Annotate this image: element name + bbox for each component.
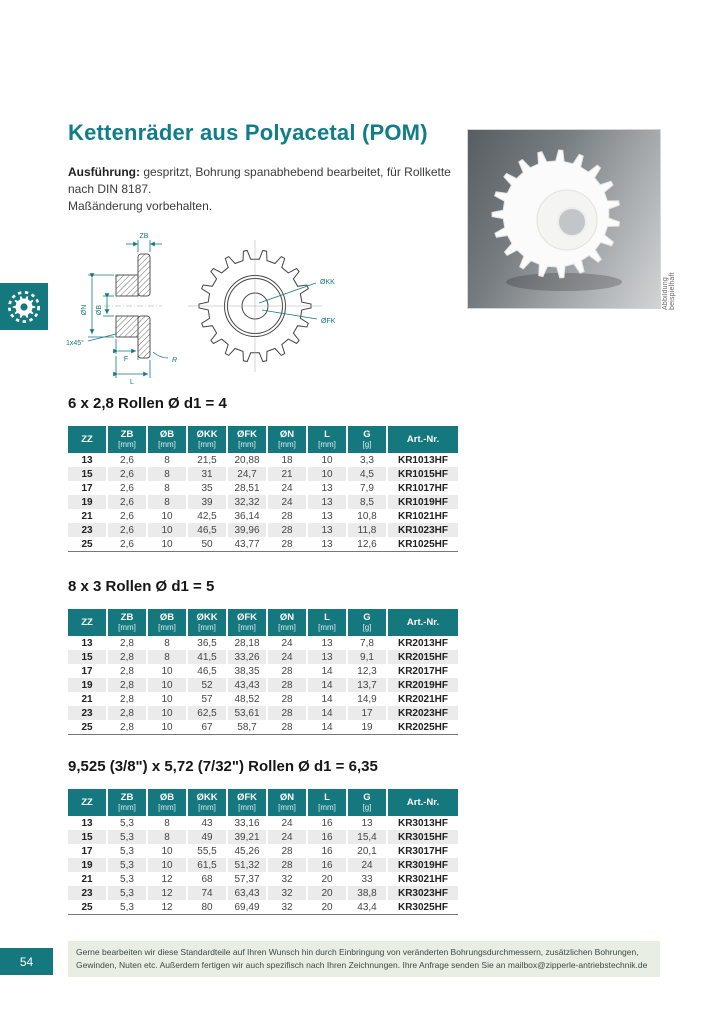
section-heading-2: 8 x 3 Rollen Ø d1 = 5 bbox=[68, 578, 215, 595]
column-header: ZB [mm] bbox=[108, 789, 146, 816]
table-cell: 24,7 bbox=[228, 467, 266, 481]
table-cell: 21 bbox=[268, 467, 306, 481]
table-row bbox=[68, 495, 458, 509]
dim-label-ob: ØB bbox=[96, 304, 103, 316]
table-cell: 46,5 bbox=[188, 664, 226, 678]
table-cell: 11,8 bbox=[348, 523, 386, 537]
table-cell: 10 bbox=[148, 678, 186, 692]
column-header: L [mm] bbox=[308, 426, 346, 453]
table-cell: 28 bbox=[268, 692, 306, 706]
table-cell: 3,3 bbox=[348, 453, 386, 467]
column-header: ØFK [mm] bbox=[228, 426, 266, 453]
table-cell: 39,21 bbox=[228, 830, 266, 844]
table-cell: 80 bbox=[188, 900, 226, 914]
table-row bbox=[68, 844, 458, 858]
table-cell: 62,5 bbox=[188, 706, 226, 720]
column-header: ZB [mm] bbox=[108, 426, 146, 453]
column-header: ZB [mm] bbox=[108, 609, 146, 636]
table-cell: 35 bbox=[188, 481, 226, 495]
column-header: Art.-Nr. bbox=[388, 426, 458, 453]
sprocket-photo-render bbox=[468, 130, 660, 308]
table-cell: 12 bbox=[148, 886, 186, 900]
table-cell: 2,6 bbox=[108, 481, 146, 495]
table-row bbox=[68, 636, 458, 650]
table-cell: 8 bbox=[148, 650, 186, 664]
table-cell: 32,32 bbox=[228, 495, 266, 509]
table-cell: 28 bbox=[268, 664, 306, 678]
technical-drawing bbox=[60, 220, 410, 392]
side-tab bbox=[0, 283, 48, 330]
table-cell: 21 bbox=[68, 872, 106, 886]
table-cell: 58,7 bbox=[228, 720, 266, 734]
column-header: ØN [mm] bbox=[268, 789, 306, 816]
dim-label-okk: ØKK bbox=[320, 279, 335, 286]
column-header: ØKK [mm] bbox=[188, 426, 226, 453]
table-cell: 14 bbox=[308, 678, 346, 692]
table-cell: 28 bbox=[268, 720, 306, 734]
table-cell: 2,6 bbox=[108, 523, 146, 537]
table-cell: 2,8 bbox=[108, 650, 146, 664]
table-row bbox=[68, 872, 458, 886]
table-cell: KR1015HF bbox=[388, 467, 458, 481]
table-cell: 2,8 bbox=[108, 678, 146, 692]
table-cell: 14 bbox=[308, 692, 346, 706]
table-cell: 8 bbox=[148, 636, 186, 650]
table-cell: 24 bbox=[268, 636, 306, 650]
table-cell: 43,43 bbox=[228, 678, 266, 692]
table-cell: 16 bbox=[308, 816, 346, 830]
table-cell: 13,7 bbox=[348, 678, 386, 692]
table-cell: 5,3 bbox=[108, 858, 146, 872]
table-cell: 61,5 bbox=[188, 858, 226, 872]
column-header: ØB [mm] bbox=[148, 609, 186, 636]
table-cell: KR1017HF bbox=[388, 481, 458, 495]
table-cell: 2,6 bbox=[108, 537, 146, 551]
table-cell: 33 bbox=[348, 872, 386, 886]
table-cell: 2,8 bbox=[108, 636, 146, 650]
table-cell: 2,8 bbox=[108, 664, 146, 678]
column-header: ZZ bbox=[68, 426, 106, 453]
table-cell: 51,32 bbox=[228, 858, 266, 872]
table-cell: 16 bbox=[308, 830, 346, 844]
table-cell: 8 bbox=[148, 453, 186, 467]
dim-label-l: L bbox=[130, 379, 134, 386]
table-cell: 43,4 bbox=[348, 900, 386, 914]
column-header: Art.-Nr. bbox=[388, 609, 458, 636]
table-cell: 13 bbox=[308, 481, 346, 495]
table-cell: 8 bbox=[148, 481, 186, 495]
table-cell: 28 bbox=[268, 523, 306, 537]
table-cell: 10 bbox=[148, 664, 186, 678]
table-row bbox=[68, 453, 458, 467]
table-cell: 21 bbox=[68, 692, 106, 706]
table-row bbox=[68, 692, 458, 706]
intro-note: Maßänderung vorbehalten. bbox=[68, 199, 213, 213]
table-cell: KR2021HF bbox=[388, 692, 458, 706]
column-header: G [g] bbox=[348, 426, 386, 453]
table-cell: 14 bbox=[308, 720, 346, 734]
table-cell: 7,9 bbox=[348, 481, 386, 495]
table-cell: 5,3 bbox=[108, 844, 146, 858]
table-cell: 20,88 bbox=[228, 453, 266, 467]
table-cell: 8 bbox=[148, 816, 186, 830]
table-cell: 13 bbox=[68, 816, 106, 830]
table-cell: 13 bbox=[308, 650, 346, 664]
table-cell: 12 bbox=[148, 900, 186, 914]
table-cell: 12 bbox=[148, 872, 186, 886]
parts-table-2 bbox=[68, 609, 458, 735]
table-row bbox=[68, 509, 458, 523]
table-cell: 13 bbox=[308, 495, 346, 509]
table-cell: 13 bbox=[308, 509, 346, 523]
table-cell: 55,5 bbox=[188, 844, 226, 858]
table-cell: 41,5 bbox=[188, 650, 226, 664]
table-cell: 42,5 bbox=[188, 509, 226, 523]
table-cell: KR1013HF bbox=[388, 453, 458, 467]
column-header: ZZ bbox=[68, 609, 106, 636]
table-cell: 9,1 bbox=[348, 650, 386, 664]
dim-label-ofk: ØFK bbox=[321, 318, 336, 325]
table-cell: 12,6 bbox=[348, 537, 386, 551]
product-photo bbox=[468, 130, 660, 308]
table-cell: 13 bbox=[68, 636, 106, 650]
table-cell: 5,3 bbox=[108, 816, 146, 830]
column-header: ØN [mm] bbox=[268, 609, 306, 636]
table-cell: 39,96 bbox=[228, 523, 266, 537]
table-cell: 48,52 bbox=[228, 692, 266, 706]
table-cell: 2,6 bbox=[108, 509, 146, 523]
table-cell: 17 bbox=[68, 844, 106, 858]
column-header: ØKK [mm] bbox=[188, 609, 226, 636]
table-cell: 23 bbox=[68, 706, 106, 720]
table-cell: 57,37 bbox=[228, 872, 266, 886]
table-cell: KR1025HF bbox=[388, 537, 458, 551]
column-header: L [mm] bbox=[308, 609, 346, 636]
table-cell: 31 bbox=[188, 467, 226, 481]
table-cell: KR2023HF bbox=[388, 706, 458, 720]
table-cell: 32 bbox=[268, 872, 306, 886]
photo-caption: Abbildung beispielhaft bbox=[662, 272, 676, 310]
column-header: ØFK [mm] bbox=[228, 609, 266, 636]
table-cell: 10 bbox=[148, 509, 186, 523]
table-cell: 28 bbox=[268, 858, 306, 872]
table-cell: 13 bbox=[308, 523, 346, 537]
table-cell: 8 bbox=[148, 467, 186, 481]
table-cell: 25 bbox=[68, 900, 106, 914]
table-cell: 18 bbox=[268, 453, 306, 467]
table-cell: 2,8 bbox=[108, 720, 146, 734]
column-header: ØN [mm] bbox=[268, 426, 306, 453]
column-header: ØFK [mm] bbox=[228, 789, 266, 816]
intro-text bbox=[68, 164, 452, 215]
intro-body: gespritzt, Bohrung spanabhebend bearbeitet, für Rollkette nach DIN 8187. bbox=[68, 165, 451, 196]
table-cell: 24 bbox=[268, 481, 306, 495]
table-cell: 28,18 bbox=[228, 636, 266, 650]
sprocket-chain-icon bbox=[6, 289, 42, 325]
table-cell: 8,5 bbox=[348, 495, 386, 509]
table-cell: 10 bbox=[148, 523, 186, 537]
page-number-badge: 54 bbox=[0, 948, 53, 975]
table-cell: 57 bbox=[188, 692, 226, 706]
table-cell: KR1019HF bbox=[388, 495, 458, 509]
sprocket-cross-section bbox=[116, 254, 150, 358]
table-cell: 43,77 bbox=[228, 537, 266, 551]
table-cell: KR3023HF bbox=[388, 886, 458, 900]
column-header: ØB [mm] bbox=[148, 426, 186, 453]
table-cell: 19 bbox=[68, 495, 106, 509]
table-row bbox=[68, 706, 458, 720]
table-cell: 24 bbox=[268, 650, 306, 664]
table-cell: 24 bbox=[268, 495, 306, 509]
parts-table-1 bbox=[68, 426, 458, 552]
table-row bbox=[68, 886, 458, 900]
table-cell: 69,49 bbox=[228, 900, 266, 914]
table-cell: 49 bbox=[188, 830, 226, 844]
table-row bbox=[68, 664, 458, 678]
table-cell: 2,6 bbox=[108, 453, 146, 467]
table-cell: 10 bbox=[148, 537, 186, 551]
table-row bbox=[68, 537, 458, 551]
table-cell: 28 bbox=[268, 537, 306, 551]
table-cell: 13 bbox=[308, 636, 346, 650]
table-cell: 19 bbox=[68, 678, 106, 692]
table-cell: KR3017HF bbox=[388, 844, 458, 858]
table-cell: KR1021HF bbox=[388, 509, 458, 523]
table-header-row bbox=[68, 789, 458, 816]
table-cell: 23 bbox=[68, 523, 106, 537]
table-row bbox=[68, 858, 458, 872]
table-cell: 10 bbox=[148, 844, 186, 858]
table-cell: 21 bbox=[68, 509, 106, 523]
table-header-row bbox=[68, 609, 458, 636]
table-cell: 39 bbox=[188, 495, 226, 509]
table-cell: 13 bbox=[348, 816, 386, 830]
table-cell: 15 bbox=[68, 467, 106, 481]
dim-label-chamfer: 1x45° bbox=[66, 340, 84, 347]
table-cell: 24 bbox=[268, 830, 306, 844]
table-cell: KR3021HF bbox=[388, 872, 458, 886]
column-header: ØB [mm] bbox=[148, 789, 186, 816]
dim-label-zb: ZB bbox=[139, 233, 149, 240]
footer-email: mailbox@zipperle-antriebstechnik.de bbox=[507, 960, 648, 971]
table-row bbox=[68, 467, 458, 481]
table-cell: 14 bbox=[308, 664, 346, 678]
table-cell: 33,26 bbox=[228, 650, 266, 664]
table-cell: 20,1 bbox=[348, 844, 386, 858]
table-cell: 10 bbox=[148, 858, 186, 872]
table-cell: KR3013HF bbox=[388, 816, 458, 830]
table-cell: 28 bbox=[268, 706, 306, 720]
table-cell: 28 bbox=[268, 678, 306, 692]
table-cell: 17 bbox=[68, 481, 106, 495]
table-cell: 2,8 bbox=[108, 706, 146, 720]
table-cell: 5,3 bbox=[108, 886, 146, 900]
table-cell: KR2025HF bbox=[388, 720, 458, 734]
table-cell: 38,8 bbox=[348, 886, 386, 900]
table-cell: 20 bbox=[308, 886, 346, 900]
table-cell: 24 bbox=[268, 816, 306, 830]
column-header: ZZ bbox=[68, 789, 106, 816]
table-row bbox=[68, 481, 458, 495]
table-cell: 46,5 bbox=[188, 523, 226, 537]
table-cell: 36,14 bbox=[228, 509, 266, 523]
table-cell: 15 bbox=[68, 650, 106, 664]
table-cell: 5,3 bbox=[108, 830, 146, 844]
table-cell: 14 bbox=[308, 706, 346, 720]
table-row bbox=[68, 678, 458, 692]
table-cell: 32 bbox=[268, 886, 306, 900]
table-cell: 28,51 bbox=[228, 481, 266, 495]
table-cell: 13 bbox=[68, 453, 106, 467]
column-header: G [g] bbox=[348, 789, 386, 816]
table-cell: 32 bbox=[268, 900, 306, 914]
footer-note bbox=[68, 941, 660, 977]
column-header: Art.-Nr. bbox=[388, 789, 458, 816]
table-cell: 7,8 bbox=[348, 636, 386, 650]
table-cell: 10 bbox=[148, 720, 186, 734]
section-heading-1: 6 x 2,8 Rollen Ø d1 = 4 bbox=[68, 395, 227, 412]
table-cell: 52 bbox=[188, 678, 226, 692]
page-title: Kettenräder aus Polyacetal (POM) bbox=[68, 120, 428, 145]
table-cell: 74 bbox=[188, 886, 226, 900]
table-cell: 5,3 bbox=[108, 900, 146, 914]
table-cell: 36,5 bbox=[188, 636, 226, 650]
table-cell: 21,5 bbox=[188, 453, 226, 467]
dim-label-f: F bbox=[123, 356, 129, 363]
section-heading-3: 9,525 (3/8") x 5,72 (7/32") Rollen Ø d1 = 6,35 bbox=[68, 758, 378, 775]
table-cell: 16 bbox=[308, 858, 346, 872]
table-cell: 10 bbox=[148, 692, 186, 706]
table-cell: 8 bbox=[148, 495, 186, 509]
table-header-row bbox=[68, 426, 458, 453]
table-cell: 10,8 bbox=[348, 509, 386, 523]
table-cell: 12,3 bbox=[348, 664, 386, 678]
footer-text: Gerne bearbeiten wir diese Standardteile auf Ihren Wunsch hin durch Einbringung von veränderten Bohrungsdurchmessern, zusätzlichen Bohrungen, Gewinden, Nuten etc. Außerdem fertigen wir auch spezifisch nach Ihren Zeichnungen. Ihre Anfrage senden Sie an bbox=[76, 947, 639, 971]
table-cell: 4,5 bbox=[348, 467, 386, 481]
table-cell: 10 bbox=[308, 467, 346, 481]
column-header: ØKK [mm] bbox=[188, 789, 226, 816]
column-header: L [mm] bbox=[308, 789, 346, 816]
table-row bbox=[68, 523, 458, 537]
table-cell: 68 bbox=[188, 872, 226, 886]
dim-label-on: ØN bbox=[81, 304, 88, 316]
table-cell: 2,6 bbox=[108, 467, 146, 481]
table-cell: 28 bbox=[268, 844, 306, 858]
parts-table-3 bbox=[68, 789, 458, 915]
table-cell: 28 bbox=[268, 509, 306, 523]
table-cell: KR3025HF bbox=[388, 900, 458, 914]
table-cell: KR2017HF bbox=[388, 664, 458, 678]
table-cell: 38,35 bbox=[228, 664, 266, 678]
table-row bbox=[68, 650, 458, 664]
table-cell: 25 bbox=[68, 720, 106, 734]
table-cell: 20 bbox=[308, 872, 346, 886]
table-cell: KR3015HF bbox=[388, 830, 458, 844]
table-cell: 23 bbox=[68, 886, 106, 900]
table-row bbox=[68, 900, 458, 914]
table-cell: 10 bbox=[308, 453, 346, 467]
table-cell: KR2013HF bbox=[388, 636, 458, 650]
table-cell: 2,8 bbox=[108, 692, 146, 706]
table-cell: 10 bbox=[148, 706, 186, 720]
table-cell: 24 bbox=[348, 858, 386, 872]
table-cell: KR1023HF bbox=[388, 523, 458, 537]
table-cell: 50 bbox=[188, 537, 226, 551]
table-row bbox=[68, 830, 458, 844]
dim-label-r: R bbox=[172, 357, 178, 364]
table-cell: 67 bbox=[188, 720, 226, 734]
table-cell: KR2015HF bbox=[388, 650, 458, 664]
table-cell: 5,3 bbox=[108, 872, 146, 886]
table-cell: 14,9 bbox=[348, 692, 386, 706]
table-cell: KR2019HF bbox=[388, 678, 458, 692]
table-cell: 43 bbox=[188, 816, 226, 830]
table-cell: 17 bbox=[68, 664, 106, 678]
table-cell: 19 bbox=[68, 858, 106, 872]
column-header: G [g] bbox=[348, 609, 386, 636]
table-cell: 8 bbox=[148, 830, 186, 844]
table-cell: KR3019HF bbox=[388, 858, 458, 872]
table-row bbox=[68, 720, 458, 734]
table-cell: 25 bbox=[68, 537, 106, 551]
table-cell: 17 bbox=[348, 706, 386, 720]
table-cell: 15 bbox=[68, 830, 106, 844]
table-cell: 33,16 bbox=[228, 816, 266, 830]
table-cell: 20 bbox=[308, 900, 346, 914]
table-row bbox=[68, 816, 458, 830]
table-cell: 45,26 bbox=[228, 844, 266, 858]
table-cell: 2,6 bbox=[108, 495, 146, 509]
intro-label: Ausführung: bbox=[68, 165, 140, 179]
table-cell: 53,61 bbox=[228, 706, 266, 720]
table-cell: 16 bbox=[308, 844, 346, 858]
table-cell: 63,43 bbox=[228, 886, 266, 900]
table-cell: 19 bbox=[348, 720, 386, 734]
table-cell: 15,4 bbox=[348, 830, 386, 844]
table-cell: 13 bbox=[308, 537, 346, 551]
